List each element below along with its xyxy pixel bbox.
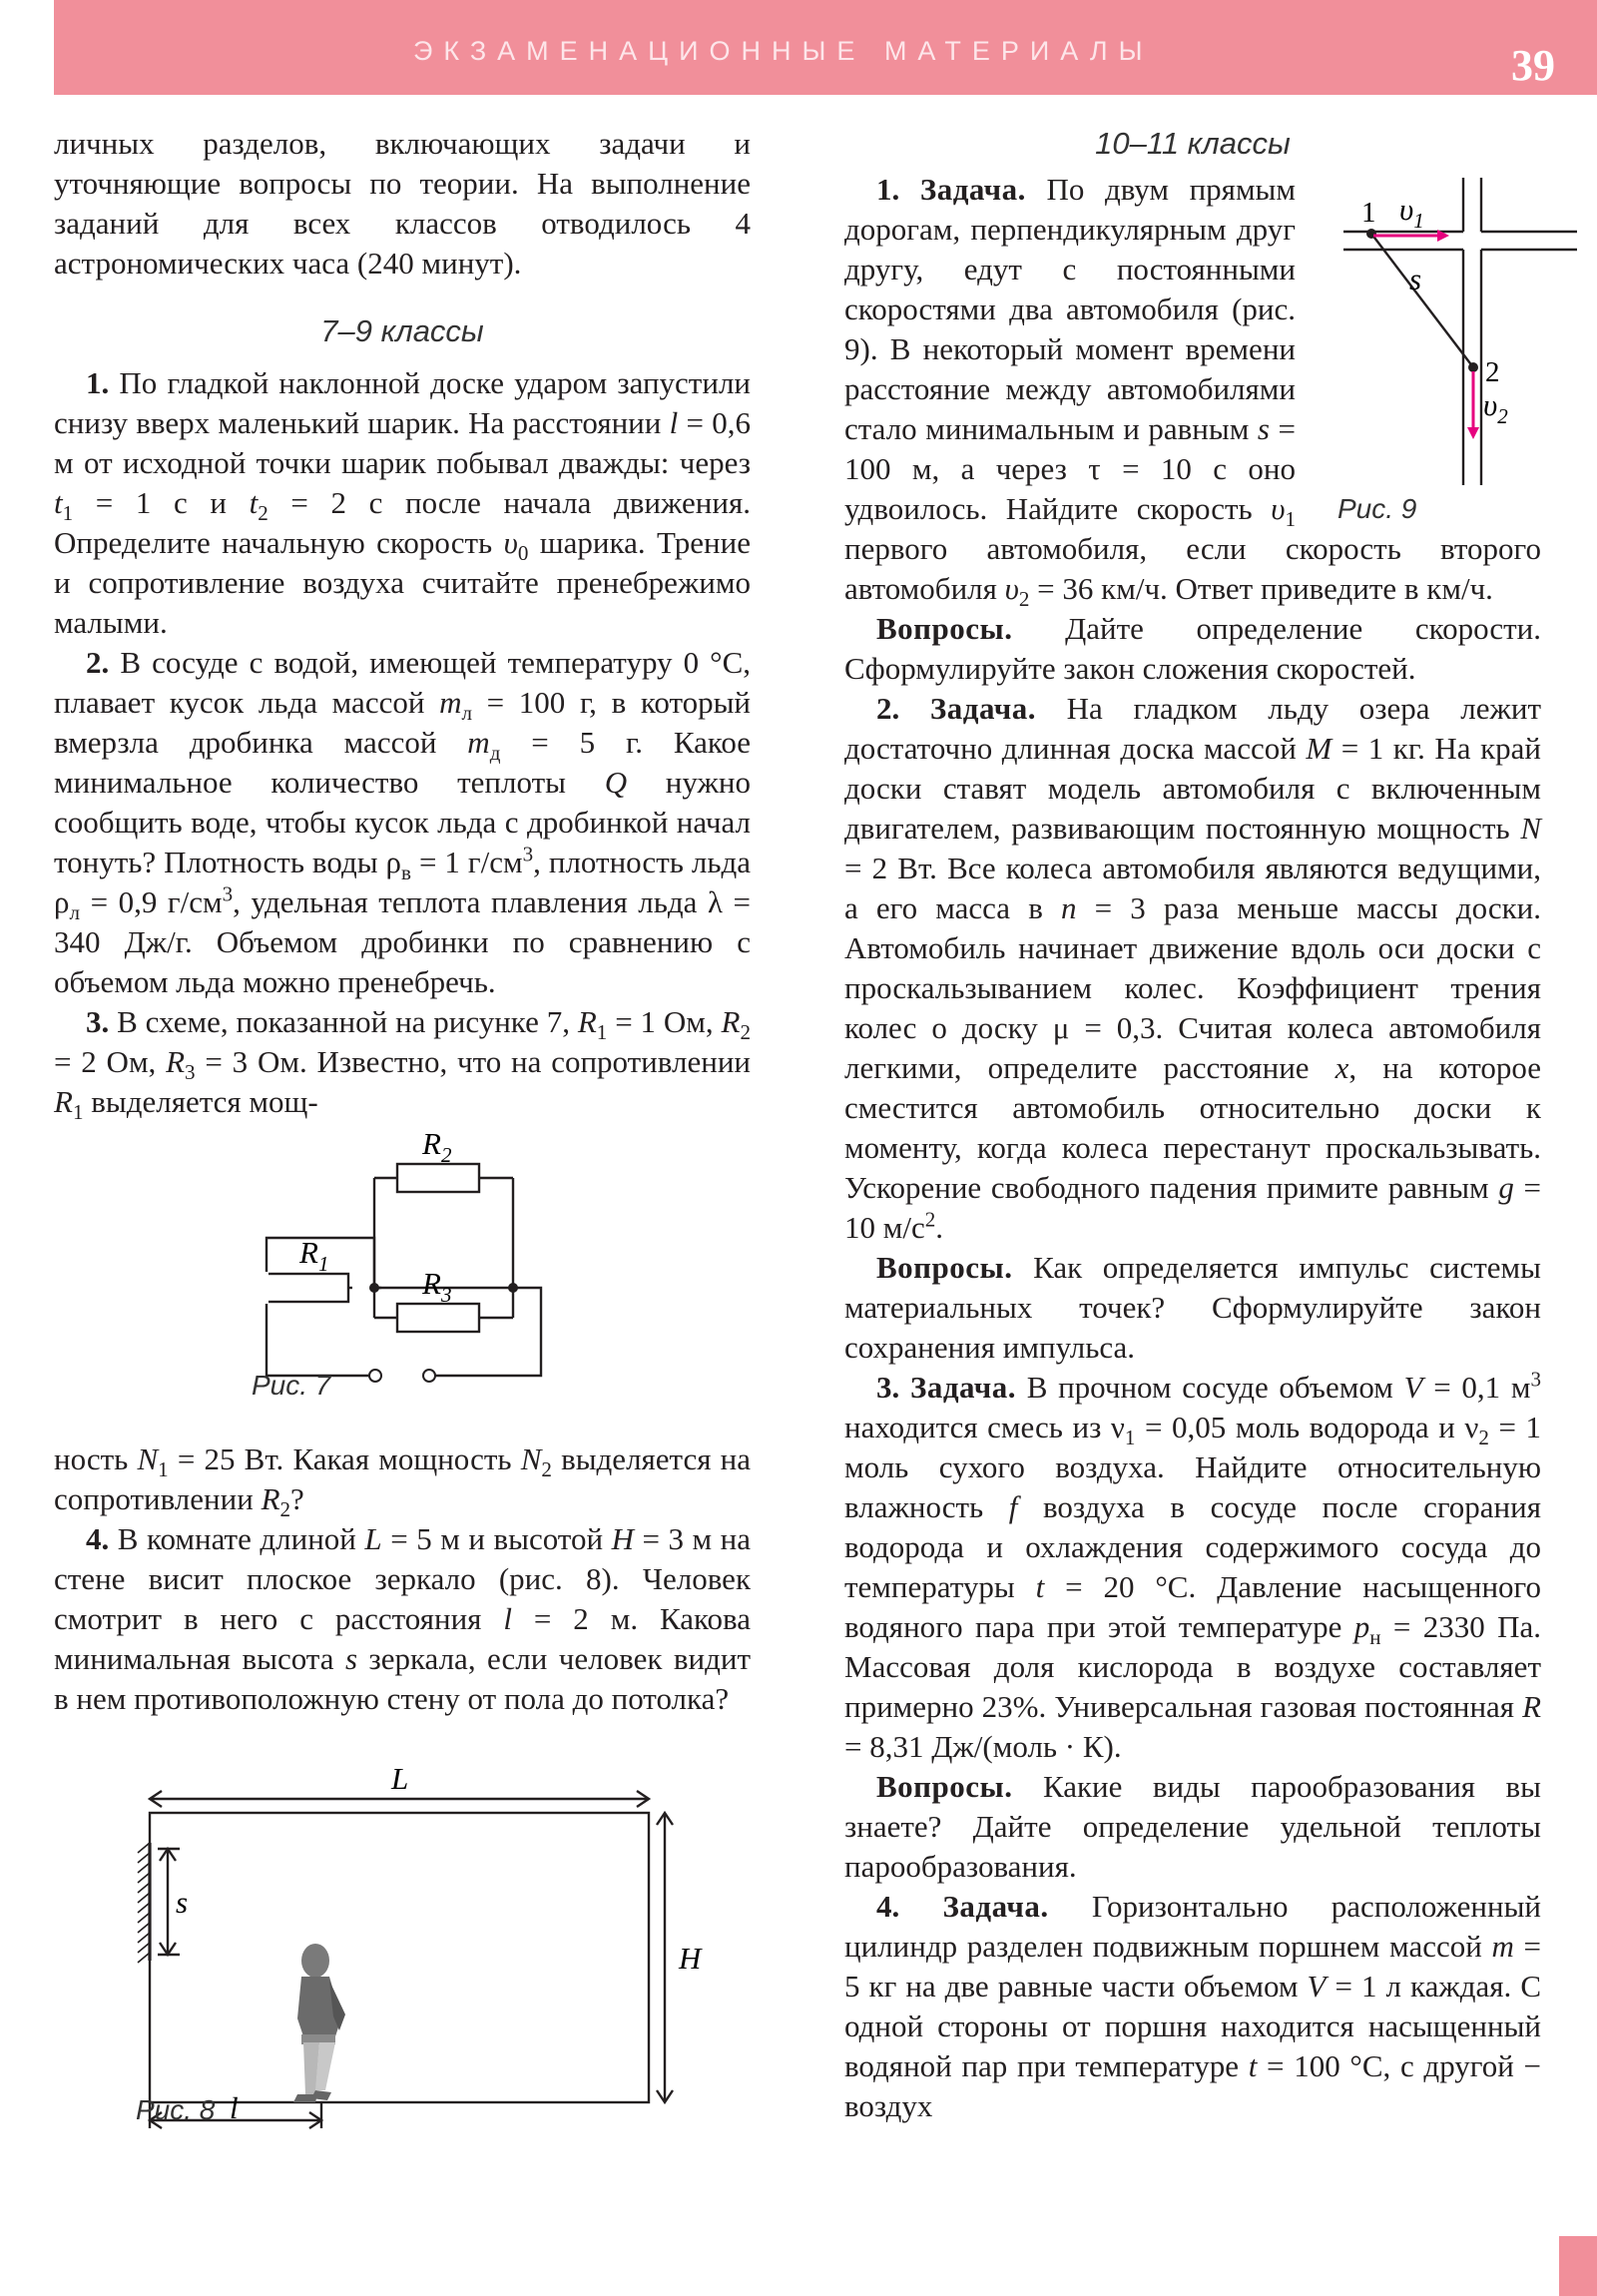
problem-number: 1.	[86, 365, 110, 400]
crossroads-diagram	[1343, 178, 1577, 497]
problem-10-2: 2. Задача. На гладком льду озера лежит достаточно длинная доска массой M = 1 кг. На край доски ставят модель автомобиля с включенным двигателем, развивающим постоянную мощность N = 2 Вт. Все колеса автомобиля являются ведущими, а его масса в n = 3 раза меньше массы доски. Автомобиль начинает движение вдоль оси доски с проскальзыванием колес. Коэффициент трения колес о доску μ = 0,3. Считая колеса автомобиля легкими, определите расстояние x, на которое сместится автомобиль относительно доски к моменту, когда колеса перестанут проскальзывать. Ускорение свободного падения примите равным g = 10 $м/с^2$.	[844, 691, 1542, 1245]
v2-label: $\upsilon_2$	[1483, 387, 1508, 428]
mirror-hatching	[138, 1843, 150, 1963]
problem-number: 4.	[86, 1521, 110, 1556]
problem-number: 2.	[876, 691, 900, 726]
v1-label: $\upsilon_1$	[1399, 192, 1424, 233]
section-title-10-11: 10–11 классы	[1095, 126, 1291, 161]
figure-9-crossroads	[1312, 178, 1545, 524]
problem-number: 1.	[876, 172, 900, 207]
car-1-label: 1	[1361, 197, 1376, 229]
header-bar	[54, 0, 1597, 95]
questions-10-3: Вопросы. Какие виды парообразования вы знаете? Дайте определение удельной теплоты парообразования.	[844, 1769, 1541, 1884]
page-number: 39	[1511, 41, 1555, 90]
car-2-label: 2	[1485, 356, 1500, 388]
questions-10-1: Вопросы. Дайте определение скорости. Сформулируйте закон сложения скоростей.	[844, 611, 1541, 686]
circuit-diagram	[54, 1122, 751, 1439]
problem-10-1: 1 2 s $\upsilon_1$ $\upsilon_2$ Рис. 9 1. Задача. По двум прямым дорогам, перпендикулярным друг другу, едут с постоянными скоростями два автомобиля (рис. 9). В некоторый момент времени расстояние между автомобилями стало минимальным и равным s = 100 м, а через τ = 10 с оно удвоилось. Найдите скорость $\upsilon_1$ первого автомобиля, если скорость второго автомобиля $\upsilon_2 = 36$ км/ч. Ответ приведите в км/ч.	[844, 170, 1541, 609]
problem-7-2: 2. В сосуде с водой, имеющей температуру 0 °С, плавает кусок льда массой $m_л = 100$ г, в который вмерзла дробинка массой $m_д = 5$ г. Какое минимальное количество теплоты Q нужно сообщить воде, чтобы кусок льда с дробинкой начал тонуть? Плотность воды $\rho_в = 1$ $г/см^3$, плотность льда $\rho_л = 0,9$ $г/см^3$, удельная теплота плавления льда λ = 340 Дж/г. Объемом дробинки по сравнению с объемом льда можно пренебречь.	[54, 645, 752, 999]
intro-paragraph: личных разделов, включающих задачи и уточняющие вопросы по теории. На выполнение заданий для всех классов отводилось 4 астрономических часа (240 минут).	[54, 126, 751, 281]
problem-7-3: 3. В схеме, показанной на рисунке 7, $R_1 = 1$ Ом, $R_2 = 2$ Ом, $R_3 = 3$ Ом. Известно, что на сопротивлении $R_1$ выделяется мощ-	[54, 1004, 751, 1125]
problem-10-4: 4. Задача. Горизонтально расположенный цилиндр разделен подвижным поршнем массой m = 5 кг на две равные части объемом V = 1 л каждая. С одной стороны от поршня находится насыщенный водяной пар при температуре t = 100 °С, с другой − воздух	[844, 1889, 1542, 2123]
problem-7-4: 4. В комнате длиной L = 5 м и высотой H = 3 м на стене висит плоское зеркало (рис. 8). Человек смотрит в него с расстояния l = 2 м. Какова минимальная высота s зеркала, если человек видит в нем противоположную стену от пола до потолка?	[54, 1521, 752, 1716]
problem-number: 4.	[876, 1889, 900, 1924]
distance-l-label: l	[230, 2090, 239, 2125]
left-column	[54, 124, 751, 2138]
mirror-s-label: s	[176, 1885, 189, 1920]
figure-8-room	[54, 1719, 751, 2138]
problem-number: 3.	[86, 1004, 110, 1039]
problem-10-3: 3. Задача. В прочном сосуде объемом V = 0,1 $м^3$ находится смесь из $\nu_1 = 0,05$ моль водорода и $\nu_2 = 1$ моль сухого воздуха. Найдите относительную влажность f воздуха в сосуде после сгорания водорода и охлаждения содержимого сосуда до температуры t = 20 °С. Давление насыщенного водяного пара при этой температуре $p_н = 2330$ Па. Массовая доля кислорода в воздухе составляет примерно 23%. Универсальная газовая постоянная R = 8,31 Дж/(моль · К).	[844, 1367, 1542, 1764]
section-title-7-9: 7–9 классы	[320, 313, 484, 348]
right-column	[844, 124, 1541, 2126]
length-L-label: L	[391, 1761, 409, 1796]
person-figure	[293, 1944, 345, 2102]
height-H-label: H	[679, 1941, 702, 1976]
distance-s-label: s	[1409, 262, 1422, 296]
r1-label: $R_1$	[299, 1235, 329, 1276]
figure-7-caption: Рис. 7	[252, 1370, 331, 1401]
problem-number: 3.	[876, 1370, 900, 1405]
header-title: ЭКЗАМЕНАЦИОННЫЕ МАТЕРИАЛЫ	[413, 36, 1154, 66]
figure-7-circuit	[54, 1122, 751, 1439]
r2-label: $R_2$	[422, 1126, 452, 1167]
figure-9-caption: Рис. 9	[1337, 493, 1417, 524]
r3-label: $R_3$	[422, 1266, 452, 1307]
problem-7-1: 1. По гладкой наклонной доске ударом запустили снизу вверх маленький шарик. На расстоянии l = 0,6 м от исходной точки шарик побывал дважды: через $t_1 = 1$ с и $t_2 = 2$ с после начала движения. Определите начальную скорость $\upsilon_0$ шарика. Трение и сопротивление воздуха считайте пренебрежимо малыми.	[54, 365, 752, 640]
questions-10-2: Вопросы. Как определяется импульс системы материальных точек? Сформулируйте закон сохранения импульса.	[844, 1250, 1541, 1365]
page-corner-tab	[1559, 2236, 1597, 2296]
problem-number: 2.	[86, 645, 110, 680]
room-mirror-diagram	[54, 1719, 751, 2138]
figure-8-caption: Рис. 8	[136, 2094, 216, 2125]
problem-7-3-continued: ность $N_1 = 25$ Вт. Какая мощность $N_2$ выделяется на сопротивлении $R_2$?	[54, 1441, 752, 1522]
